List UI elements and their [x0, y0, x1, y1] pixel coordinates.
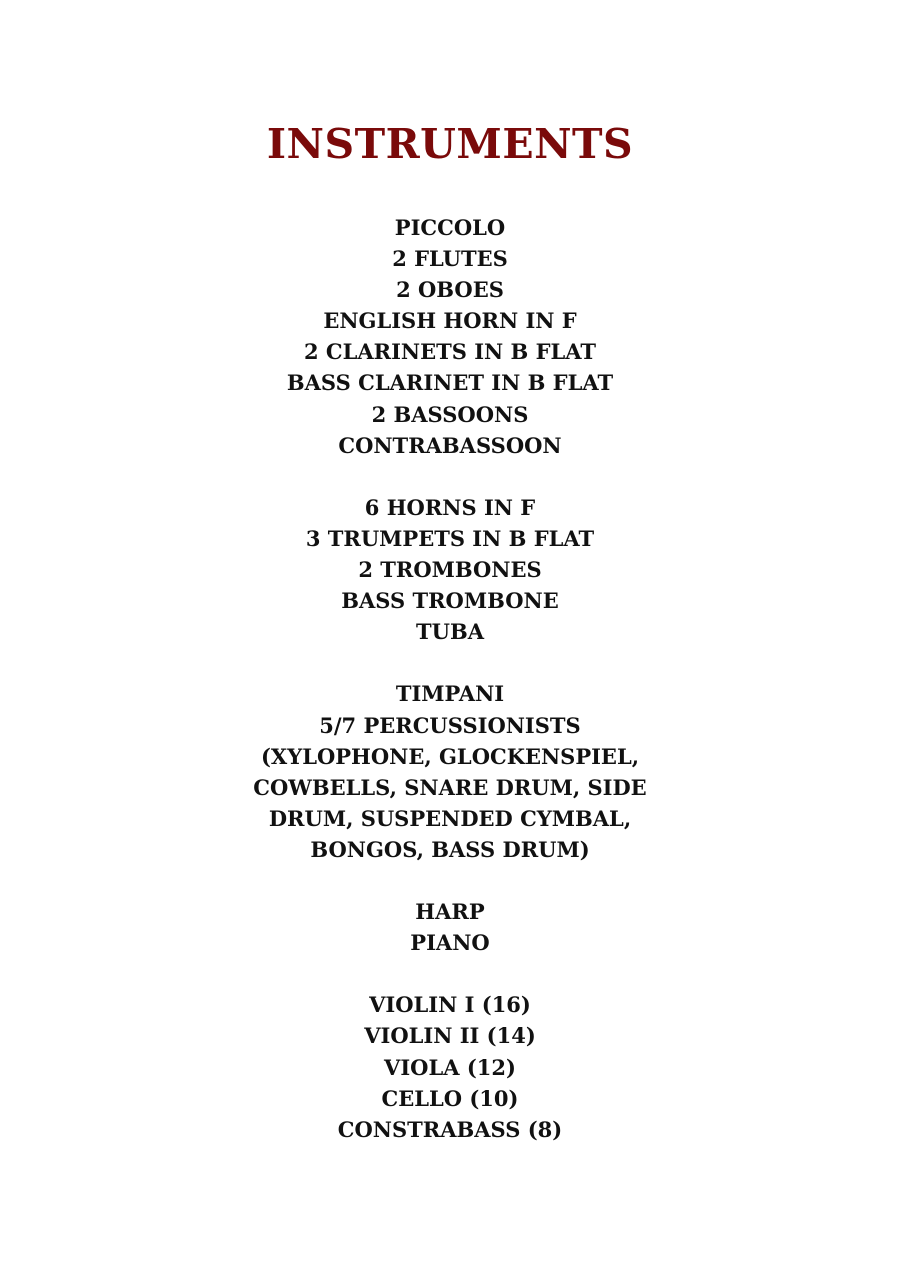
instrument-line: PICCOLO [394, 215, 506, 240]
section-spacer [0, 958, 900, 989]
instrument-line: VIOLIN II (14) [364, 1023, 536, 1049]
instrument-line: 6 HORNS IN F [364, 494, 536, 520]
instrument-line: CONSTRABASS (8) [337, 1116, 563, 1142]
percussion-section [0, 678, 900, 865]
strings-section [0, 989, 900, 1144]
instrument-line: COWBELLS, SNARE DRUM, SIDE [253, 774, 647, 800]
instrument-line: 2 TROMBONES [358, 557, 542, 583]
keyboards-section [0, 896, 900, 958]
instrument-line: HARP [415, 899, 485, 925]
instrument-line: BASS TROMBONE [341, 588, 559, 614]
instrument-line: CELLO (10) [381, 1085, 519, 1111]
instrument-line: 2 BASSOONS [371, 401, 529, 427]
instrument-line: 3 TRUMPETS IN B FLAT [305, 525, 595, 551]
instrument-line: BONGOS, BASS DRUM) [310, 836, 590, 862]
brass-section [0, 492, 900, 647]
section-spacer [0, 647, 900, 678]
page-title: INSTRUMENTS [266, 120, 634, 168]
instrument-line: VIOLIN I (16) [369, 992, 531, 1018]
instrument-line: TIMPANI [395, 681, 505, 707]
section-spacer [0, 461, 900, 492]
instrument-line: BASS CLARINET IN B FLAT [286, 370, 614, 396]
instrument-line: DRUM, SUSPENDED CYMBAL, [268, 805, 632, 831]
woodwinds-section [0, 212, 900, 461]
instrument-list [0, 212, 900, 1145]
instrument-line: (XYLOPHONE, GLOCKENSPIEL, [260, 743, 640, 769]
instrument-line: 2 FLUTES [392, 246, 508, 272]
instrument-line: 5/7 PERCUSSIONISTS [319, 712, 581, 738]
instrument-line: 2 OBOES [396, 277, 504, 303]
instrument-line: PIANO [410, 930, 490, 956]
instrument-line: CONTRABASSOON [338, 432, 562, 458]
instrument-line: ENGLISH HORN IN F [323, 308, 577, 334]
instrument-line: 2 CLARINETS IN B FLAT [303, 339, 597, 365]
section-spacer [0, 865, 900, 896]
instrument-line: VIOLA (12) [384, 1054, 516, 1080]
instrument-line: TUBA [416, 619, 484, 645]
